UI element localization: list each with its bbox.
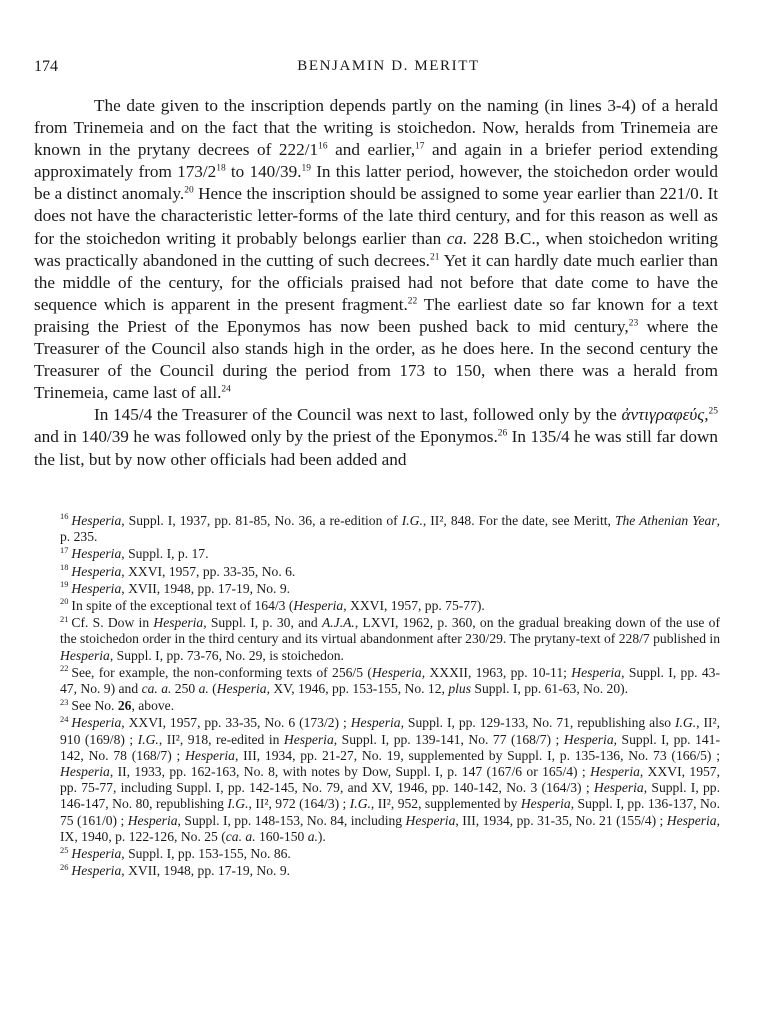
running-head: BENJAMIN D. MERITT xyxy=(297,58,480,74)
text-span: , III, 1934, pp. 21-27, No. 19, supplemented by Suppl. I, p. 135-136, No. 73 (166/5) ; xyxy=(234,747,720,763)
footnote-23 xyxy=(60,698,720,714)
text-span: Hesperia xyxy=(71,563,122,579)
text-span: Hesperia xyxy=(71,580,122,596)
footnote-22 xyxy=(60,665,720,697)
text-span: and earlier, xyxy=(327,140,416,160)
footnote-ref-24[interactable]: 24 xyxy=(221,384,231,395)
text-span: , LXVI, 1962, p. 360, on the gradual breaking down of the use of the stoichedon order in the third century and its virtual abandonment after 230/29. The prytany-text of 228/7 published in xyxy=(60,615,720,647)
footnote-number: 17 xyxy=(60,544,69,555)
text-span: I.G. xyxy=(349,796,371,812)
greek-term: ἀντιγραφεύς, xyxy=(621,405,709,425)
text-span: , Suppl. I, p. 17. xyxy=(121,546,209,562)
text-span: See No. xyxy=(71,698,118,714)
text-span: where the Treasurer of the Council also stands high in the order, as he does here. In the second century the Treasurer of the Council during the period from 173 to 150, when there was a herald from Trinemeia, came last of all. xyxy=(34,316,718,403)
text-span: and again in a briefer period extending approximately from 173/2 xyxy=(34,140,718,182)
footnote-number: 25 xyxy=(60,844,69,855)
text-span: , XXVI, 1957, pp. 33-35, No. 6 (173/2) ; xyxy=(121,715,351,731)
text-span: In 135/4 he was still far down the list, but by now other officials had been added and xyxy=(34,427,719,469)
text-span: I.G. xyxy=(401,513,423,528)
footnote-ref-16[interactable]: 16 xyxy=(318,141,328,152)
text-span: , Suppl. I, pp. 43-47, No. 9) and xyxy=(60,664,720,697)
text-span: In this latter period, however, the stoichedon order would be a distinct anomaly. xyxy=(34,162,718,204)
text-span: , Suppl. I, pp. 148-153, No. 84, including xyxy=(177,812,406,828)
text-span: Hesperia xyxy=(153,615,204,631)
text-span: , Suppl. I, pp. 73-76, No. 29, is stoichedon. xyxy=(109,647,344,663)
text-span: , Suppl. I, pp. 129-133, No. 71, republishing also xyxy=(400,715,675,731)
footnotes xyxy=(60,513,720,880)
text-span: ca. a. xyxy=(225,828,256,844)
text-span: , III, 1934, pp. 31-35, No. 21 (155/4) ; xyxy=(455,812,667,828)
text-span: Hesperia xyxy=(563,731,614,747)
text-span: , II², 952, supplemented by xyxy=(370,796,521,812)
text-span: , Suppl. I, pp. 141-142, No. 78 (168/7) ; xyxy=(60,731,720,763)
text-span: I.G. xyxy=(137,731,159,747)
text-span: Hesperia xyxy=(71,546,122,562)
text-span: and in 140/39 he was followed only by the priest of the Eponymos. xyxy=(34,427,498,447)
text-span: Hesperia xyxy=(71,846,122,862)
paragraph-2 xyxy=(34,404,718,470)
text-span: In spite of the exceptional text of 164/3 ( xyxy=(71,598,294,614)
footnote-number: 22 xyxy=(60,663,69,674)
footnote-ref-21[interactable]: 21 xyxy=(429,251,440,262)
text-span: Hesperia xyxy=(216,681,267,697)
text-span: Hesperia xyxy=(666,812,717,828)
text-span: Suppl. I, pp. 61-63, No. 20). xyxy=(471,681,629,697)
text-span: , II², 910 (169/8) ; xyxy=(60,715,720,747)
text-span: The date given to the inscription depends partly on the naming (in lines 3-4) of a herald from Trinemeia and on the fact that the writing is stoichedon. Now, heralds from Trinemeia are known in the prytany decrees of 222/1 xyxy=(34,96,718,160)
text-span: , XXVI, 1957, pp. 33-35, No. 6. xyxy=(121,563,296,579)
text-span: Hesperia xyxy=(520,796,571,812)
text-span: Hesperia xyxy=(185,747,235,763)
text-span: I.G. xyxy=(674,715,697,731)
footnote-number: 21 xyxy=(60,613,69,624)
text-span: See, for example, the non-conforming texts of 256/5 ( xyxy=(71,664,372,680)
text-span: a. xyxy=(307,828,318,844)
text-span: 250 xyxy=(171,681,199,697)
footnote-ref-22[interactable]: 22 xyxy=(407,296,418,307)
text-span: Hesperia xyxy=(593,780,644,796)
footnote-16 xyxy=(60,513,720,545)
text-span: plus xyxy=(448,681,471,697)
footnote-number: 26 xyxy=(60,861,69,872)
text-span: Hesperia xyxy=(405,812,456,828)
text-span: , Suppl. I, 1937, pp. 81-85, No. 36, a re-edition of xyxy=(121,513,402,528)
text-span: Hesperia xyxy=(71,513,122,528)
text-span: , XXXII, 1963, pp. 10-11; xyxy=(421,664,572,680)
text-span: Yet it can hardly date much earlier than the middle of the century, for the officials praised had not before that date come to have the sequence which is apparent in the present fragment. xyxy=(34,250,718,314)
footnote-ref-23[interactable]: 23 xyxy=(628,318,639,329)
footnote-number: 23 xyxy=(60,696,69,707)
text-span: ). xyxy=(317,828,326,844)
footnote-number: 19 xyxy=(60,579,69,590)
text-span: Hence the inscription should be assigned to some year earlier than 221/0. It does not have the characteristic letter-forms of the late third century, and for this reason as well as for the stoichedon writing it probably belongs earlier than xyxy=(34,184,718,248)
text-span: , XXVI, 1957, pp. 75-77). xyxy=(343,598,485,614)
text-span: , Suppl. I, pp. 139-141, No. 77 (168/7) ; xyxy=(333,731,564,747)
text-span: , p. 235. xyxy=(60,513,721,545)
text-span: 228 B.C., when stoichedon writing was practically abandoned in the cutting of such decrees. xyxy=(34,228,718,270)
text-span: In 145/4 the Treasurer of the Council was next to last, followed only by the xyxy=(94,405,622,425)
text-span: 160-150 xyxy=(255,828,308,844)
text-span: , Suppl. I, p. 30, and xyxy=(203,615,322,631)
text-span: Hesperia xyxy=(590,764,640,780)
text-span: to 140/39. xyxy=(225,162,302,182)
footnote-number: 24 xyxy=(60,713,69,724)
page-number: 174 xyxy=(34,58,58,75)
text-span: Hesperia xyxy=(127,812,178,828)
text-span: Hesperia xyxy=(371,664,422,680)
text-span: Hesperia xyxy=(60,764,110,780)
text-span: Hesperia xyxy=(350,715,401,731)
footnote-26 xyxy=(60,863,720,879)
footnote-24 xyxy=(60,715,720,845)
footnote-number: 20 xyxy=(60,596,69,607)
footnote-ref-20[interactable]: 20 xyxy=(184,185,194,196)
text-span: , XV, 1946, pp. 153-155, No. 12, xyxy=(266,681,449,697)
paragraph-1 xyxy=(34,95,718,404)
text-span: Hesperia xyxy=(293,598,344,614)
text-span: , II², 918, re-edited in xyxy=(158,731,284,747)
text-span: , II², 972 (164/3) ; xyxy=(248,796,350,812)
text-span: Hesperia xyxy=(283,731,334,747)
main-text xyxy=(34,95,718,471)
text-span: ( xyxy=(208,681,217,697)
text-span: , Suppl. I, pp. 153-155, No. 86. xyxy=(121,846,291,862)
text-span: , Suppl. I, pp. 136-137, No. 75 (161/0) ; xyxy=(60,796,720,828)
footnote-17 xyxy=(60,546,720,562)
text-span: 26 xyxy=(117,698,132,714)
footnote-ref-25[interactable]: 25 xyxy=(708,406,718,417)
text-span: The Athenian Year xyxy=(614,513,717,528)
footnote-number: 18 xyxy=(60,562,69,573)
page-header xyxy=(34,58,743,80)
text-span: , II², 848. For the date, see Meritt, xyxy=(422,513,615,528)
footnote-ref-17[interactable]: 17 xyxy=(415,141,425,152)
text-span: ca. a. xyxy=(141,681,172,697)
text-span: , IX, 1940, p. 122-126, No. 25 ( xyxy=(60,812,720,844)
text-span: Cf. S. Dow in xyxy=(71,615,154,631)
text-span: The earliest date so far known for a text praising the Priest of the Eponymos has now been pushed back to mid century, xyxy=(34,294,719,336)
text-span: , XVII, 1948, pp. 17-19, No. 9. xyxy=(121,580,291,596)
italic-abbrev: ca. xyxy=(446,228,468,248)
text-span: a. xyxy=(198,681,209,697)
text-span: Hesperia xyxy=(60,647,110,663)
footnote-number: 16 xyxy=(60,511,69,522)
footnote-18 xyxy=(60,564,720,580)
footnote-ref-18[interactable]: 18 xyxy=(216,163,226,174)
text-span: , XVII, 1948, pp. 17-19, No. 9. xyxy=(121,863,291,879)
footnote-ref-26[interactable]: 26 xyxy=(497,428,508,439)
footnote-ref-19[interactable]: 19 xyxy=(301,163,311,174)
text-span: A.J.A. xyxy=(321,615,355,631)
footnote-25 xyxy=(60,846,720,862)
text-span: , Suppl. I, pp. 146-147, No. 80, republishing xyxy=(60,780,720,812)
text-span: , II, 1933, pp. 162-163, No. 8, with notes by Dow, Suppl. I, p. 147 (167/6 or 165/4) ; xyxy=(109,764,591,780)
footnote-19 xyxy=(60,581,720,597)
text-span: Hesperia xyxy=(71,863,122,879)
footnote-21 xyxy=(60,615,720,664)
footnote-20 xyxy=(60,598,720,614)
text-span: Hesperia xyxy=(71,715,122,731)
text-span: Hesperia xyxy=(571,664,622,680)
text-span: , XXVI, 1957, pp. 75-77, including Suppl. I, pp. 142-145, No. 79, and XV, 1946, pp. 140-142, No. 3 (164/3) ; xyxy=(60,764,720,796)
text-span: , above. xyxy=(131,698,175,714)
text-span: I.G. xyxy=(227,796,249,812)
